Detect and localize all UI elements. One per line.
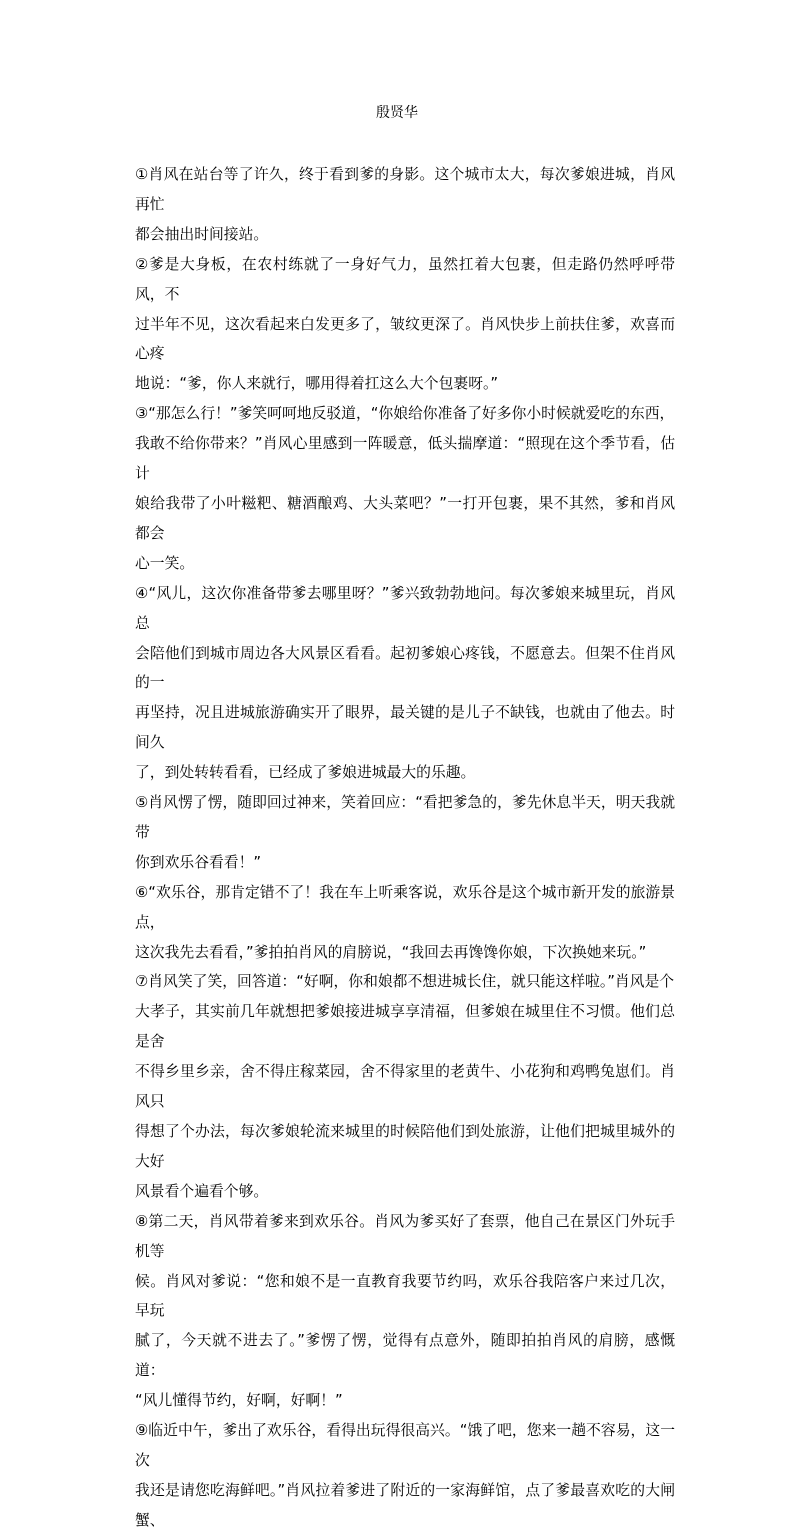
- author-name: 殷贤华: [376, 105, 418, 121]
- paragraph-5: ⑤肖风愣了愣，随即回过神来，笑着回应：“看把爹急的，爹先休息半天，明天我就带 你到欢乐谷看看！”: [135, 794, 675, 871]
- paragraph-8: ⑧第二天，肖风带着爹来到欢乐谷。肖风为爹买好了套票，他自己在景区门外玩手机等 候。肖风对爹说：“您和娘不是一直教育我要节约吗，欢乐谷我陪客户来过几次，早玩 腻了，今天就不进去了。”爹愣了愣，觉得有点意外，随即拍拍肖风的肩膀，感慨道： “风儿懂得节约，好啊，好啊！”: [135, 1212, 675, 1410]
- paragraph-3: ③“那怎么行！”爹笑呵呵地反驳道，“你娘给你准备了好多你小时候就爱吃的东西， 我敢不给你带来？”肖风心里感到一阵暖意，低头揣摩道：“照现在这个季节看，估计 娘给我带了小叶糍粑、糖酒酿鸡、大头菜吧？”一打开包裹，果不其然，爹和肖风都会 心一笑。: [135, 405, 675, 572]
- paragraph-6: ⑥“欢乐谷，那肯定错不了！我在车上听乘客说，欢乐谷是这个城市新开发的旅游景点， 这次我先去看看，”爹拍拍肖风的肩膀说，“我回去再馋馋你娘，下次换她来玩。”: [135, 883, 675, 961]
- paragraph-7: ⑦肖风笑了笑，回答道：“好啊，你和娘都不想进城长住，就只能这样啦。”肖风是个 大孝子，其实前几年就想把爹娘接进城享享清福，但爹娘在城里住不习惯。他们总是舍 不得乡里乡亲，舍不得庄稼菜园，舍不得家里的老黄牛、小花狗和鸡鸭兔崽们。肖风只 得想了个办法，每次爹娘轮流来城里的时候陪他们到处旅游，让他们把城里城外的大好 风景看个遍看个够。: [135, 973, 675, 1200]
- paragraph-1: ①肖风在站台等了许久，终于看到爹的身影。这个城市太大，每次爹娘进城，肖风再忙 都会抽出时间接站。: [135, 166, 675, 243]
- paragraph-9: ⑨临近中午，爹出了欢乐谷，看得出玩得很高兴。“饿了吧，您来一趟不容易，这一次 我还是请您吃海鲜吧。”肖风拉着爹进了附近的一家海鲜馆，点了爹最喜欢吃的大闸蟹、: [135, 1422, 675, 1529]
- paragraph-4: ④“风儿，这次你准备带爹去哪里呀？”爹兴致勃勃地问。每次爹娘来城里玩，肖风总 会陪他们到城市周边各大风景区看看。起初爹娘心疼钱，不愿意去。但架不住肖风的一 再坚持，况且进城旅游确实开了眼界，最关键的是儿子不缺钱，也就由了他去。时间久 了，到处转转看看，已经成了爹娘进城最大的乐趣。: [135, 584, 675, 782]
- paragraph-2: ②爹是大身板，在农村练就了一身好气力，虽然扛着大包裹，但走路仍然呼呼带风，不 过半年不见，这次看起来白发更多了，皱纹更深了。肖风快步上前扶住爹，欢喜而心疼 地说：“爹，你人来就行，哪用得着扛这么大个包裹呀。”: [135, 255, 675, 393]
- story-body: [135, 160, 675, 1536]
